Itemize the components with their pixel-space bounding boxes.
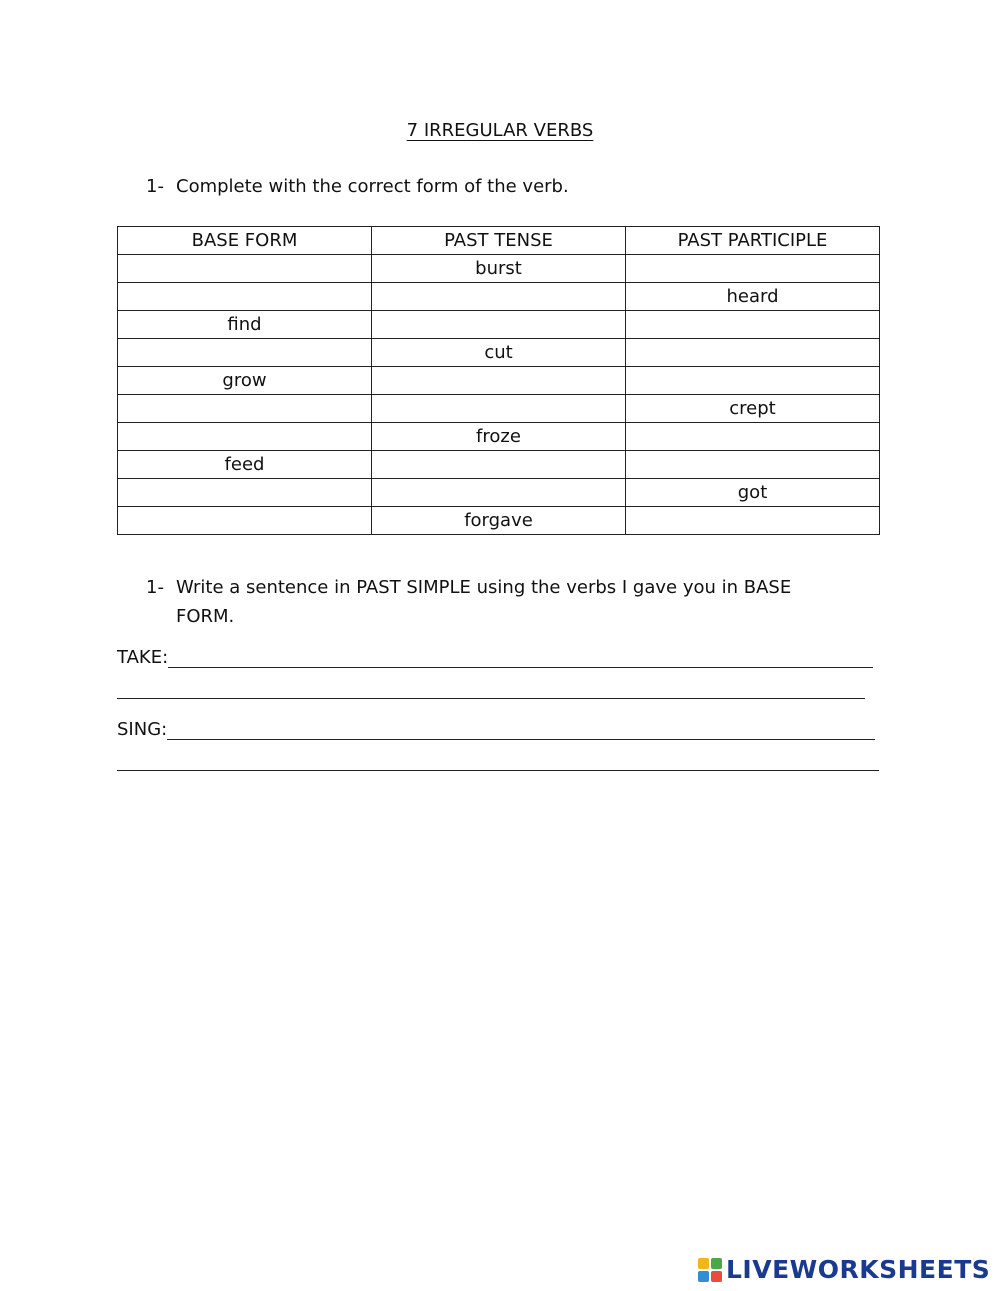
table-row xyxy=(118,395,880,423)
cell-past-tense: froze xyxy=(372,423,626,451)
cell-past-participle[interactable] xyxy=(626,507,880,535)
cell-past-participle[interactable] xyxy=(626,423,880,451)
verb-table-header xyxy=(118,227,880,255)
cell-base-form[interactable] xyxy=(118,479,372,507)
cell-base-form[interactable] xyxy=(118,339,372,367)
cell-past-participle[interactable] xyxy=(626,451,880,479)
exercise-2-text: Write a sentence in PAST SIMPLE using the verbs I gave you in BASE FORM. xyxy=(176,577,792,627)
table-row xyxy=(118,479,880,507)
liveworksheets-logo-icon xyxy=(698,1258,722,1282)
sentence-sing-line-2[interactable] xyxy=(117,752,879,771)
exercise-2-instruction xyxy=(146,573,836,631)
table-row xyxy=(118,283,880,311)
sentence-take-line-2[interactable] xyxy=(117,680,865,699)
table-row xyxy=(118,255,880,283)
exercise-1-number: 1- xyxy=(146,176,164,197)
cell-past-tense[interactable] xyxy=(372,283,626,311)
cell-base-form[interactable] xyxy=(118,507,372,535)
cell-past-tense[interactable] xyxy=(372,451,626,479)
worksheet-title: 7 IRREGULAR VERBS xyxy=(406,120,594,141)
cell-past-participle: heard xyxy=(626,283,880,311)
cell-base-form[interactable] xyxy=(118,283,372,311)
cell-base-form: find xyxy=(118,311,372,339)
cell-past-participle[interactable] xyxy=(626,339,880,367)
exercise-1-instruction xyxy=(146,172,836,201)
sentence-sing-label: SING: xyxy=(117,719,168,740)
cell-base-form[interactable] xyxy=(118,423,372,451)
header-past-participle: PAST PARTICIPLE xyxy=(626,227,880,255)
cell-past-tense: burst xyxy=(372,255,626,283)
exercise-1-text: Complete with the correct form of the verb. xyxy=(176,176,569,197)
table-row xyxy=(118,339,880,367)
cell-past-participle[interactable] xyxy=(626,255,880,283)
exercise-2-number: 1- xyxy=(146,577,164,598)
cell-past-tense[interactable] xyxy=(372,311,626,339)
cell-base-form: feed xyxy=(118,451,372,479)
table-row xyxy=(118,507,880,535)
cell-past-tense: cut xyxy=(372,339,626,367)
table-row xyxy=(118,451,880,479)
sentence-sing-row xyxy=(117,720,875,740)
cell-past-participle[interactable] xyxy=(626,367,880,395)
header-base-form: BASE FORM xyxy=(118,227,372,255)
cell-past-tense[interactable] xyxy=(372,395,626,423)
sentence-take-continuation xyxy=(117,680,865,699)
liveworksheets-brand xyxy=(698,1255,990,1284)
sentence-take-label: TAKE: xyxy=(117,647,169,668)
sentence-sing-line[interactable] xyxy=(167,721,875,740)
cell-past-participle[interactable] xyxy=(626,311,880,339)
table-row xyxy=(118,367,880,395)
cell-past-tense[interactable] xyxy=(372,479,626,507)
cell-past-participle: crept xyxy=(626,395,880,423)
cell-past-participle: got xyxy=(626,479,880,507)
verb-table xyxy=(117,226,880,535)
cell-base-form: grow xyxy=(118,367,372,395)
brand-name: LIVEWORKSHEETS xyxy=(726,1255,991,1284)
sentence-sing-continuation xyxy=(117,752,879,771)
sentence-take-line[interactable] xyxy=(168,649,873,668)
table-row xyxy=(118,423,880,451)
sentence-take-row xyxy=(117,648,873,668)
header-past-tense: PAST TENSE xyxy=(372,227,626,255)
cell-past-tense[interactable] xyxy=(372,367,626,395)
cell-past-tense: forgave xyxy=(372,507,626,535)
cell-base-form[interactable] xyxy=(118,395,372,423)
table-row xyxy=(118,311,880,339)
cell-base-form[interactable] xyxy=(118,255,372,283)
